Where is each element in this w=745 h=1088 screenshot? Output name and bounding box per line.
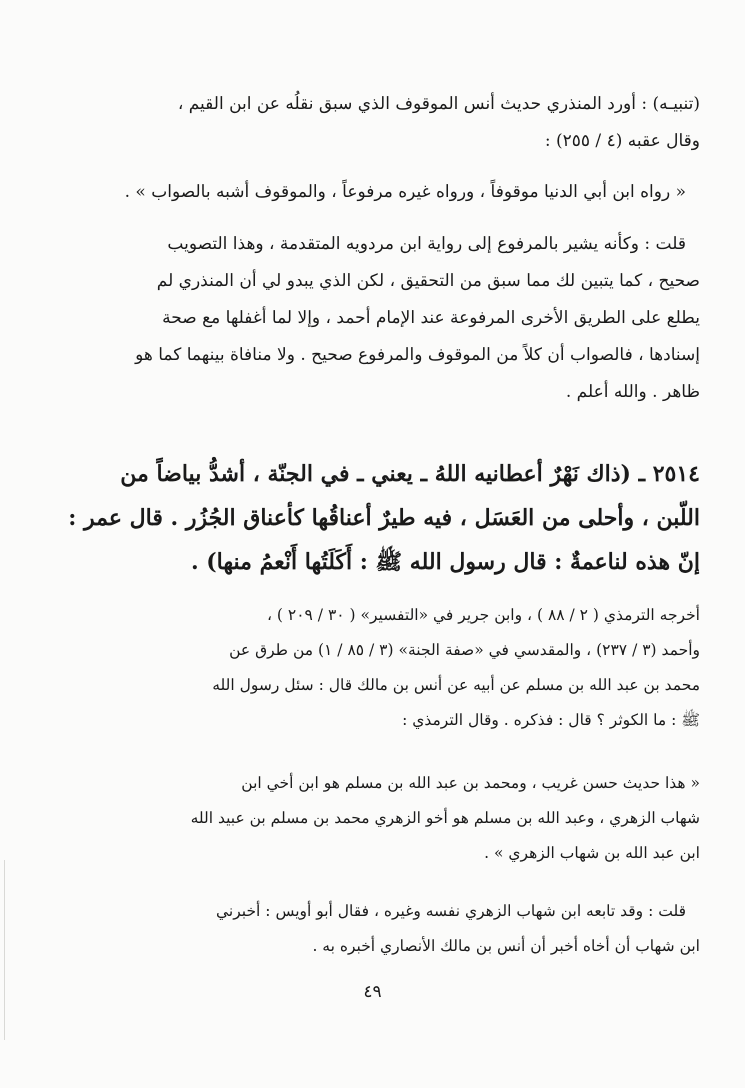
hadith-line: ٢٥١٤ ـ (ذاك نَهْرٌ أعطانيه اللهُ ـ يعني ـ في الجنّة ، أشدُّ بياضاً من — [120, 461, 700, 487]
page-edge-mark — [4, 860, 5, 1040]
text-line: (تنبيـه) : أورد المنذري حديث أنس الموقوف الذي سبق نقلُه عن ابن القيم ، — [177, 94, 700, 114]
text-line: « رواه ابن أبي الدنيا موقوفاً ، ورواه غيره مرفوعاً ، والموقوف أشبه بالصواب » . — [124, 182, 686, 202]
text-line: أخرجه الترمذي ( ٢ / ٨٨ ) ، وابن جرير في «التفسير» ( ٣٠ / ٢٠٩ ) ، — [266, 606, 700, 624]
hadith-line: إنّ هذه لناعمةٌ : قال رسول الله ﷺ : أَكَلَتُها أَنْعمُ منها) . — [190, 549, 700, 575]
text-line: ظاهر . والله أعلم . — [565, 382, 700, 402]
hadith-line: اللّبن ، وأحلى من العَسَل ، فيه طيرٌ أعناقُها كأعناق الجُزُر . قال عمر : — [68, 505, 700, 531]
note-section — [45, 86, 700, 160]
text-line: وأحمد (٣ / ٢٣٧) ، والمقدسي في «صفة الجنة» (٣ / ٨٥ / ١) من طرق عن — [229, 641, 700, 659]
text-line: ﷺ : ما الكوثر ؟ قال : فذكره . وقال الترمذي : — [402, 711, 700, 729]
text-line: ابن عبد الله بن شهاب الزهري » . — [484, 844, 700, 862]
quote-tirmidhi — [45, 766, 700, 871]
text-line: إسنادها ، فالصواب أن كلاً من الموقوف والمرفوع صحيح . ولا منافاة بينهما كما هو — [135, 345, 700, 365]
text-line: قلت : وكأنه يشير بالمرفوع إلى رواية ابن مردويه المتقدمة ، وهذا التصويب — [167, 234, 686, 254]
comment-section-1 — [45, 226, 700, 411]
text-line: وقال عقبه (٤ / ٢٥٥) : — [544, 131, 700, 151]
text-line: صحيح ، كما يتبين لك مما سبق من التحقيق ، لكن الذي يبدو لي أن المنذري لم — [156, 271, 700, 291]
page-number: ٤٩ — [363, 982, 382, 1002]
text-line: قلت : وقد تابعه ابن شهاب الزهري نفسه وغيره ، فقال أبو أويس : أخبرني — [216, 902, 686, 920]
hadith-2514 — [45, 452, 700, 584]
comment-section-2 — [45, 894, 700, 964]
text-line: « هذا حديث حسن غريب ، ومحمد بن عبد الله بن مسلم هو ابن أخي ابن — [241, 774, 700, 792]
quote-ibn-abi-dunya — [45, 174, 700, 211]
text-line: شهاب الزهري ، وعبد الله بن مسلم هو أخو الزهري محمد بن مسلم بن عبيد الله — [190, 809, 700, 827]
text-line: يطلع على الطريق الأخرى المرفوعة عند الإمام أحمد ، وإلا لما أغفلها مع صحة — [162, 308, 700, 328]
text-line: ابن شهاب أن أخاه أخبر أن أنس بن مالك الأنصاري أخبره به . — [312, 937, 700, 955]
text-line: محمد بن عبد الله بن مسلم عن أبيه عن أنس بن مالك قال : سئل رسول الله — [212, 676, 700, 694]
takhrij-section — [45, 598, 700, 738]
